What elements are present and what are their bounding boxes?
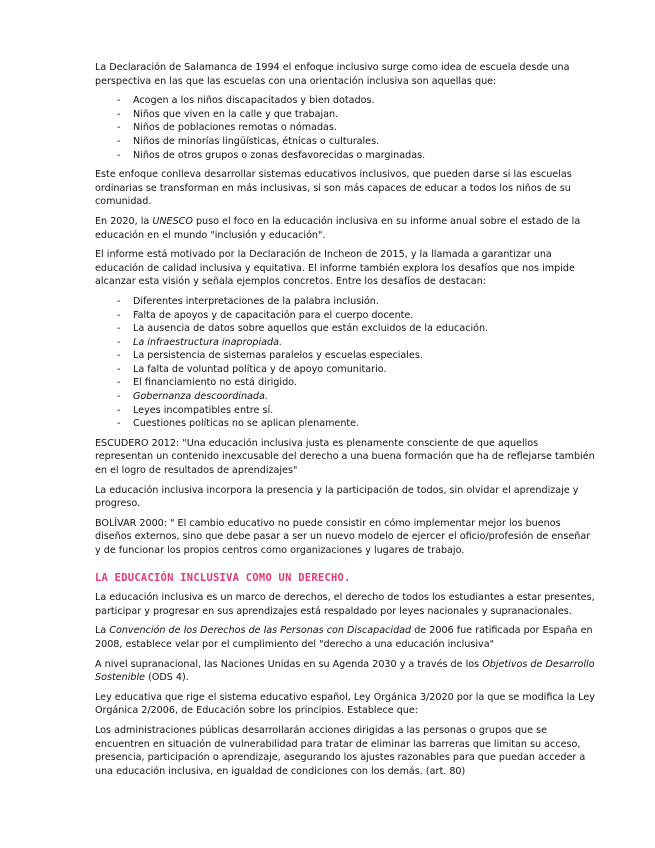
list-item: - La falta de voluntad política y de apoyo comunitario.: [95, 363, 595, 377]
list-item: - La infraestructura inapropiada.: [95, 336, 595, 350]
section-heading: LA EDUCACIÓN INCLUSIVA COMO UN DERECHO.: [95, 571, 351, 584]
bolivar-quote: BOLÍVAR 2000: " El cambio educativo no puede consistir en cómo implementar mejor los buenos diseños externos, sino que debe pasar a ser un nuevo modelo de ejercer el oficio/profesión de enseñar y de funcionar los propios centros como organizaciones y lugares de trabajo.: [95, 517, 591, 556]
convencion-title: Convención de los Derechos de las Personas con Discapacidad: [109, 625, 412, 637]
list-item: - Niños que viven en la calle y que trabajan.: [95, 108, 595, 122]
challenges-list: [95, 295, 595, 431]
inclusive-schools-list: [95, 94, 595, 162]
list-item: - Diferentes interpretaciones de la palabra inclusión.: [95, 295, 595, 309]
unesco-org: UNESCO: [152, 215, 193, 227]
list-item: - Acogen a los niños discapacitados y bien dotados.: [95, 94, 595, 108]
list-item: - Cuestiones políticas no se aplican plenamente.: [95, 417, 595, 431]
administraciones-paragraph: Los administraciones públicas desarrollarán acciones dirigidas a las personas o grupos que se encuentren en situación de vulnerabilidad para tratar de eliminar las barreras que limitan su acceso, presencia, participación o aprendizaje, asegurando los ajustes razonables para que puedan acceder a una educación inclusiva, en igualdad de condiciones con los demás. (art. 80): [95, 724, 586, 777]
list-item: - Leyes incompatibles entre sí.: [95, 404, 595, 418]
marco-paragraph: La educación inclusiva es un marco de derechos, el derecho de todos los estudiantes a estar presentes, participar y progresar en sus aprendizajes está respaldado por leyes nacionales y supranacionales.: [95, 592, 595, 617]
list-item: - La persistencia de sistemas paralelos y escuelas especiales.: [95, 349, 595, 363]
informe-paragraph: El informe está motivado por la Declaración de Incheon de 2015, y la llamada a garantizar una educación de calidad inclusiva y equitativa. El informe también explora los desafíos que nos impide alcanzar esta visión y señala ejemplos concretos. Entre los desafíos de destacan:: [95, 249, 575, 288]
ley-paragraph: Ley educativa que rige el sistema educativo español, Ley Orgánica 3/2020 por la que se modifica la Ley Orgánica 2/2006, de Educación sobre los principios. Establece que:: [95, 691, 595, 717]
unesco-paragraph: En 2020, la UNESCO puso el foco en la educación inclusiva en su informe anual sobre el estado de la educación en el mundo "inclusión y educación".: [95, 215, 581, 241]
list-item: - Gobernanza descoordinada.: [95, 390, 595, 404]
list-item: - Niños de otros grupos o zonas desfavorecidas o marginadas.: [95, 149, 595, 163]
list-item: - La ausencia de datos sobre aquellos que están excluidos de la educación.: [95, 322, 595, 336]
ods-title: Objetivos de Desarrollo Sostenible: [95, 658, 595, 684]
intro-paragraph: La Declaración de Salamanca de 1994 el enfoque inclusivo surge como idea de escuela desde una perspectiva en las que las escuelas con una orientación inclusiva son aquellas que:: [95, 62, 570, 87]
incorpora-paragraph: La educación inclusiva incorpora la presencia y la participación de todos, sin olvidar el aprendizaje y progreso.: [95, 484, 579, 510]
agenda-paragraph: A nivel supranacional, las Naciones Unidas en su Agenda 2030 y a través de los Objetivos de Desarrollo Sostenible (ODS 4).: [95, 658, 595, 684]
list-item: - El financiamiento no está dirigido.: [95, 376, 595, 390]
list-item: - Falta de apoyos y de capacitación para el cuerpo docente.: [95, 309, 595, 323]
list-item: - Niños de minorías lingüísticas, étnicas o culturales.: [95, 135, 595, 149]
list-item: - Niños de poblaciones remotas o nómadas.: [95, 121, 595, 135]
escudero-quote: ESCUDERO 2012: "Una educación inclusiva justa es plenamente consciente de que aquellos representan un contenido inexcusable del derecho a una buena formación que ha de reflejarse también en el logro de resultados de aprendizajes": [95, 437, 595, 477]
enfoque-paragraph: Este enfoque conlleva desarrollar sistemas educativos inclusivos, que pueden darse si las escuelas ordinarias se transforman en más inclusivas, si son más capaces de educar a todos los niños de su comunidad.: [95, 169, 572, 208]
convencion-paragraph: La Convención de los Derechos de las Personas con Discapacidad de 2006 fue ratificada por España en 2008, establece velar por el cumplimiento del "derecho a una educación inclusiva": [95, 625, 593, 650]
